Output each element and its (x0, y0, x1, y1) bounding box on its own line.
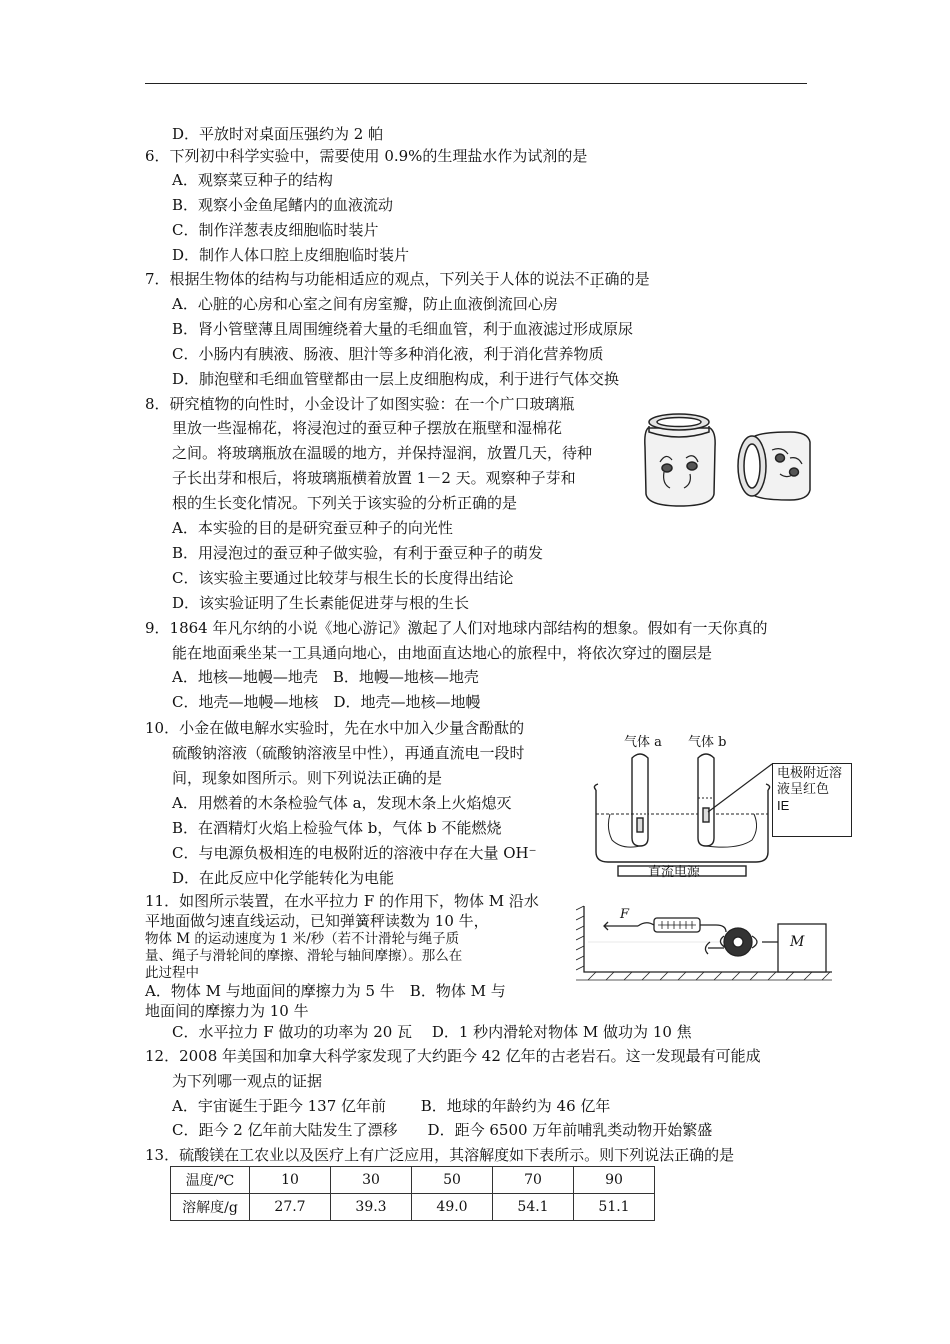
q8-option-c: C．该实验主要通过比较芽与根生长的长度得出结论 (172, 569, 514, 587)
q7-emphasis: 不正确 (574, 270, 620, 288)
q11-stem-4: 量、绳子与滑轮间的摩擦、滑轮与轴间摩擦）。那么在 (145, 948, 463, 964)
q10-stem-1: 10．小金在做电解水实验时，先在水中加入少量含酚酞的 (145, 719, 525, 737)
upright-jar (645, 414, 715, 506)
q6-option-c: C．制作洋葱表皮细胞临时装片 (172, 221, 379, 239)
q8-stem-5: 根的生长变化情况。下列关于该实验的分析正确的是 (172, 494, 518, 512)
gas-b-label: 气体 b (688, 735, 727, 750)
q11-stem-5: 此过程中 (145, 965, 199, 981)
q7-stem-pre: 7．根据生物体的结构与功能相适应的观点，下列关于人体的说法 (145, 270, 575, 288)
q11-options-ab-1: A．物体 M 与地面间的摩擦力为 5 牛 B．物体 M 与 (145, 982, 506, 1000)
table-cell: 54.1 (493, 1194, 574, 1221)
q11-options-cd: C．水平拉力 F 做功的功率为 20 瓦 D．1 秒内滑轮对物体 M 做功为 10 焦 (172, 1023, 692, 1041)
force-label: F (620, 907, 630, 922)
table-row (171, 1167, 655, 1194)
q8-stem-3: 之间。将玻璃瓶放在温暖的地方，并保持湿润，放置几天，待种 (172, 444, 593, 462)
power-label: 直流电源 (648, 865, 701, 880)
q7-option-b: B．肾小管壁薄且周围缠绕着大量的毛细血管，利于血液滤过形成原尿 (172, 320, 634, 338)
q12-options-cd: C．距今 2 亿年前大陆发生了漂移 D．距今 6500 万年前哺乳类动物开始繁盛 (172, 1121, 713, 1139)
q10-stem-2: 硫酸钠溶液（硫酸钠溶液呈中性），再通直流电一段时 (172, 744, 525, 762)
q8-jars-figure (640, 402, 815, 512)
sideways-jar (738, 432, 810, 500)
callout-text: 电极附近溶液呈红色 (777, 766, 843, 797)
q6-stem: 6．下列初中科学实验中，需要使用 0.9%的生理盐水作为试剂的是 (145, 147, 588, 165)
temperature-header: 温度/℃ (171, 1167, 250, 1194)
q11-stem-2: 平地面做匀速直线运动，已知弹簧秤读数为 10 牛， (145, 912, 489, 930)
q7-option-d: D．肺泡壁和毛细血管壁都由一层上皮细胞构成，利于进行气体交换 (172, 370, 620, 388)
table-cell: 39.3 (331, 1194, 412, 1221)
table-cell: 51.1 (574, 1194, 655, 1221)
tube-b (698, 754, 714, 846)
q12-options-ab: A．宇宙诞生于距今 137 亿年前 B．地球的年龄约为 46 亿年 (172, 1097, 611, 1115)
callout-pointer (708, 764, 772, 812)
electrode-a (637, 818, 643, 832)
solubility-header: 溶解度/g (171, 1194, 250, 1221)
callout-extra: IE (777, 798, 790, 813)
q6-option-b: B．观察小金鱼尾鳍内的血液流动 (172, 196, 394, 214)
table-cell: 49.0 (412, 1194, 493, 1221)
q8-stem-2: 里放一些湿棉花，将浸泡过的蚕豆种子摆放在瓶壁和湿棉花 (172, 419, 563, 437)
q10-option-b: B．在酒精灯火焰上检验气体 b，气体 b 不能燃烧 (172, 819, 502, 837)
table-row (171, 1194, 655, 1221)
table-cell: 30 (331, 1167, 412, 1194)
q10-option-d: D．在此反应中化学能转化为电能 (172, 869, 395, 887)
q8-option-a: A．本实验的目的是研究蚕豆种子的向光性 (172, 519, 453, 537)
q8-option-d: D．该实验证明了生长素能促进芽与根的生长 (172, 594, 470, 612)
electrode-b (703, 808, 709, 822)
q9-stem-1: 9．1864 年凡尔纳的小说《地心游记》激起了人们对地球内部结构的想象。假如有一天你真的 (145, 619, 768, 637)
q9-options-ab: A．地核—地幔—地壳 B．地幔—地核—地壳 (172, 668, 479, 686)
q6-option-a: A．观察菜豆种子的结构 (172, 171, 333, 189)
q6-option-d: D．制作人体口腔上皮细胞临时装片 (172, 246, 410, 264)
mass-label: M (790, 934, 805, 950)
table-cell: 50 (412, 1167, 493, 1194)
table-cell: 90 (574, 1167, 655, 1194)
q10-option-a: A．用燃着的木条检验气体 a，发现木条上火焰熄灭 (172, 794, 512, 812)
q7-option-a: A．心脏的心房和心室之间有房室瓣，防止血液倒流回心房 (172, 295, 558, 313)
q7-stem (145, 269, 650, 289)
header-rule (145, 83, 807, 84)
q11-pulley-figure (576, 902, 836, 986)
q11-options-ab-2: 地面间的摩擦力为 10 牛 (145, 1002, 309, 1020)
q8-option-b: B．用浸泡过的蚕豆种子做实验，有利于蚕豆种子的萌发 (172, 544, 544, 562)
gas-a-label: 气体 a (624, 735, 662, 750)
table-cell: 70 (493, 1167, 574, 1194)
q10-option-c: C．与电源负极相连的电极附近的溶液中存在大量 OH⁻ (172, 844, 537, 862)
table-cell: 27.7 (250, 1194, 331, 1221)
q11-stem-3: 物体 M 的运动速度为 1 米/秒（若不计滑轮与绳子质 (145, 931, 460, 947)
q9-options-cd: C．地壳—地幔—地核 D．地壳—地核—地幔 (172, 693, 481, 711)
q7-option-c: C．小肠内有胰液、肠液、胆汁等多种消化液，利于消化营养物质 (172, 345, 604, 363)
q12-stem-1: 12．2008 年美国和加拿大科学家发现了大约距今 42 亿年的古老岩石。这一发现最有可能成 (145, 1047, 761, 1065)
q8-stem-4: 子长出芽和根后，将玻璃瓶横着放置 1－2 天。观察种子芽和 (172, 469, 576, 487)
q12-stem-2: 为下列哪一观点的证据 (172, 1072, 323, 1090)
q9-stem-2: 能在地面乘坐某一工具通向地心，由地面直达地心的旅程中，将依次穿过的圈层是 (172, 644, 713, 662)
q8-stem-1: 8．研究植物的向性时，小金设计了如图实验：在一个广口玻璃瓶 (145, 395, 575, 413)
q11-stem-1: 11．如图所示装置，在水平拉力 F 的作用下，物体 M 沿水 (145, 892, 539, 910)
table-cell: 10 (250, 1167, 331, 1194)
q10-stem-3: 间，现象如图所示。则下列说法正确的是 (172, 769, 443, 787)
force-arrow (604, 922, 638, 930)
q5-option-d: D．平放时对桌面压强约为 2 帕 (172, 125, 384, 143)
q7-stem-post: 的是 (619, 270, 650, 288)
water-trough (596, 790, 768, 862)
solubility-table (170, 1166, 655, 1221)
electrode-callout (772, 763, 852, 837)
q13-stem: 13．硫酸镁在工农业以及医疗上有广泛应用，其溶解度如下表所示。则下列说法正确的是 (145, 1146, 735, 1164)
